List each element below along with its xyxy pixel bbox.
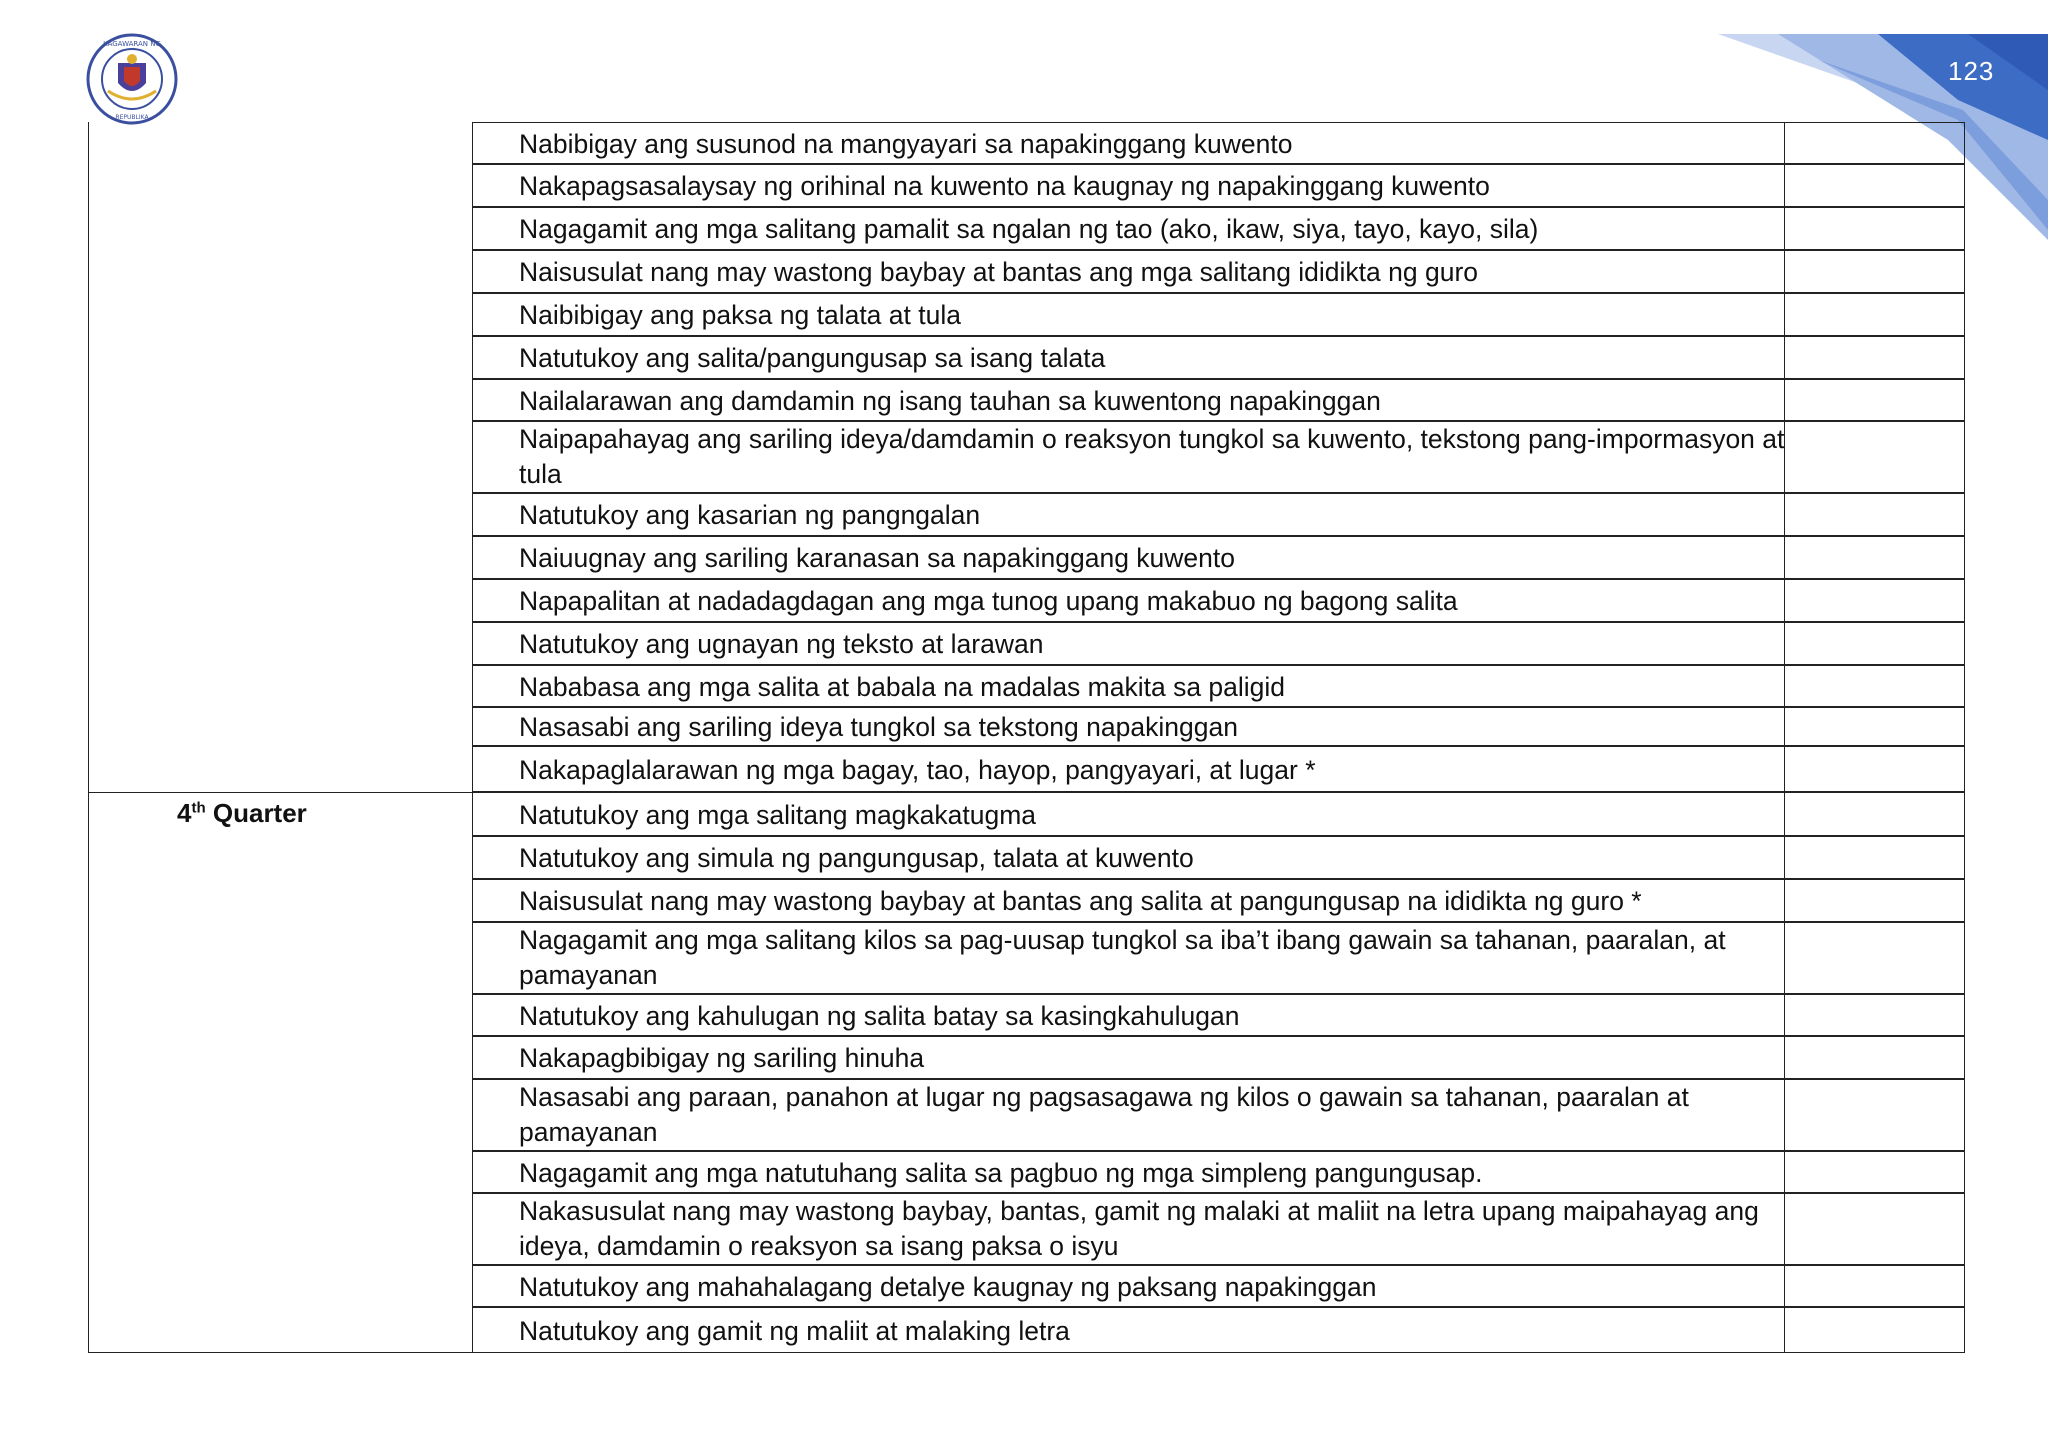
check-cell[interactable] [1784, 1152, 1964, 1192]
check-cell[interactable] [1784, 793, 1964, 835]
quarter-label [177, 798, 307, 829]
q4-competency-text: Natutukoy ang gamit ng maliit at malaking letra [519, 1315, 1070, 1346]
q4-competency-text: Natutukoy ang simula ng pangungusap, talata at kuwento [519, 843, 1194, 873]
table-row [473, 122, 1964, 164]
table-row [473, 1307, 1964, 1353]
table-row [473, 792, 1964, 836]
quarter-number: 4 [177, 798, 192, 828]
check-cell[interactable] [1784, 623, 1964, 664]
q3-competency-text: Nailalarawan ang damdamin ng isang tauhan sa kuwentong napakinggan [519, 385, 1381, 416]
check-cell[interactable] [1784, 165, 1964, 206]
table-row [473, 707, 1964, 746]
q3-competency-text: Nasasabi ang sariling ideya tungkol sa tekstong napakinggan [519, 712, 1238, 742]
table-row [473, 1193, 1964, 1265]
quarter-divider [89, 792, 473, 793]
q3-competency-text: Nakapagsasalaysay ng orihinal na kuwento na kaugnay ng napakinggang kuwento [519, 171, 1490, 201]
check-cell[interactable] [1784, 537, 1964, 578]
q3-competency-text: Naisusulat nang may wastong baybay at bantas ang mga salitang ididikta ng guro [519, 257, 1479, 287]
table-row [473, 746, 1964, 792]
deped-seal-logo [86, 33, 178, 125]
q3-competency-text: Naibibigay ang paksa ng talata at tula [519, 300, 961, 330]
q4-competency-text: Nagagamit ang mga natutuhang salita sa pagbuo ng mga simpleng pangungusap. [519, 1157, 1483, 1188]
check-cell[interactable] [1784, 995, 1964, 1035]
check-cell[interactable] [1784, 337, 1964, 378]
q3-competency-text: Natutukoy ang salita/pangungusap sa isang talata [519, 343, 1106, 373]
check-cell[interactable] [1784, 123, 1964, 163]
q4-competency-text: Natutukoy ang mga salitang magkakatugma [519, 799, 1037, 830]
table-row [473, 994, 1964, 1036]
table-row [473, 536, 1964, 579]
check-cell[interactable] [1784, 380, 1964, 420]
table-row [473, 336, 1964, 379]
check-cell[interactable] [1784, 422, 1964, 492]
table-row [473, 1079, 1964, 1151]
quarter-suffix: th [191, 799, 206, 817]
table-row [473, 879, 1964, 922]
check-cell[interactable] [1784, 666, 1964, 706]
check-cell[interactable] [1784, 747, 1964, 791]
check-cell[interactable] [1784, 580, 1964, 621]
check-cell[interactable] [1784, 1308, 1964, 1352]
q3-competency-text: Nagagamit ang mga salitang pamalit sa ngalan ng tao (ako, ikaw, siya, tayo, kayo, sila) [519, 214, 1539, 244]
table-row [473, 579, 1964, 622]
check-cell[interactable] [1784, 1266, 1964, 1306]
check-cell[interactable] [1784, 1194, 1964, 1264]
check-cell[interactable] [1784, 837, 1964, 878]
check-cell[interactable] [1784, 708, 1964, 745]
table-row [473, 293, 1964, 336]
table-row [473, 421, 1964, 493]
svg-text:KAGAWARAN NG: KAGAWARAN NG [103, 40, 161, 48]
q3-competency-text: Naipapahayag ang sariling ideya/damdamin o reaksyon tungkol sa kuwento, tekstong pang-impormasyon at tula [519, 424, 1785, 489]
q3-competency-text: Nababasa ang mga salita at babala na madalas makita sa paligid [519, 671, 1286, 702]
check-cell[interactable] [1784, 208, 1964, 249]
table-row [473, 250, 1964, 293]
q4-competency-text: Nasasabi ang paraan, panahon at lugar ng pagsasagawa ng kilos o gawain sa tahanan, paaralan at pamayanan [519, 1082, 1689, 1147]
q4-competency-text: Natutukoy ang mahahalagang detalye kaugnay ng paksang napakinggan [519, 1271, 1377, 1302]
table-row [473, 622, 1964, 665]
q3-competency-text: Natutukoy ang kasarian ng pangngalan [519, 500, 981, 530]
q3-competency-text: Naiuugnay ang sariling karanasan sa napakinggang kuwento [519, 543, 1236, 573]
table-row [473, 1036, 1964, 1079]
quarter-column [89, 122, 473, 1352]
table-row [473, 207, 1964, 250]
check-cell[interactable] [1784, 251, 1964, 292]
q3-competency-text: Nabibigay ang susunod na mangyayari sa napakinggang kuwento [519, 128, 1293, 159]
q3-competency-text: Nakapaglalarawan ng mga bagay, tao, hayop, pangyayari, at lugar * [519, 754, 1316, 785]
table-row [473, 1151, 1964, 1193]
q4-competency-text: Natutukoy ang kahulugan ng salita batay sa kasingkahulugan [519, 1000, 1240, 1031]
check-cell[interactable] [1784, 880, 1964, 921]
q4-competency-text: Nakapagbibigay ng sariling hinuha [519, 1043, 925, 1073]
page-number: 123 [1948, 56, 1995, 86]
q4-competency-text: Nakasusulat nang may wastong baybay, bantas, gamit ng malaki at maliit na letra upang maipahayag ang ideya, damdamin o reaksyon sa isang paksa o isyu [519, 1196, 1759, 1261]
q4-competency-text: Naisusulat nang may wastong baybay at bantas ang salita at pangungusap na ididikta ng guro * [519, 886, 1642, 916]
svg-text:REPUBLIKA: REPUBLIKA [115, 114, 149, 121]
table-row [473, 836, 1964, 879]
q3-competency-text: Natutukoy ang ugnayan ng teksto at larawan [519, 629, 1044, 659]
check-cell[interactable] [1784, 923, 1964, 993]
table-row [473, 665, 1964, 707]
q3-competency-text: Napapalitan at nadadagdagan ang mga tunog upang makabuo ng bagong salita [519, 586, 1458, 616]
table-row [473, 1265, 1964, 1307]
check-cell[interactable] [1784, 294, 1964, 335]
table-row [473, 493, 1964, 536]
q4-competency-text: Nagagamit ang mga salitang kilos sa pag-uusap tungkol sa iba’t ibang gawain sa tahanan, paaralan, at pamayanan [519, 925, 1726, 990]
quarter-word: Quarter [212, 798, 307, 828]
table-row [473, 922, 1964, 994]
check-cell[interactable] [1784, 494, 1964, 535]
check-cell[interactable] [1784, 1037, 1964, 1078]
table-row [473, 164, 1964, 207]
check-cell[interactable] [1784, 1080, 1964, 1150]
competency-table [88, 122, 1965, 1353]
table-row [473, 379, 1964, 421]
